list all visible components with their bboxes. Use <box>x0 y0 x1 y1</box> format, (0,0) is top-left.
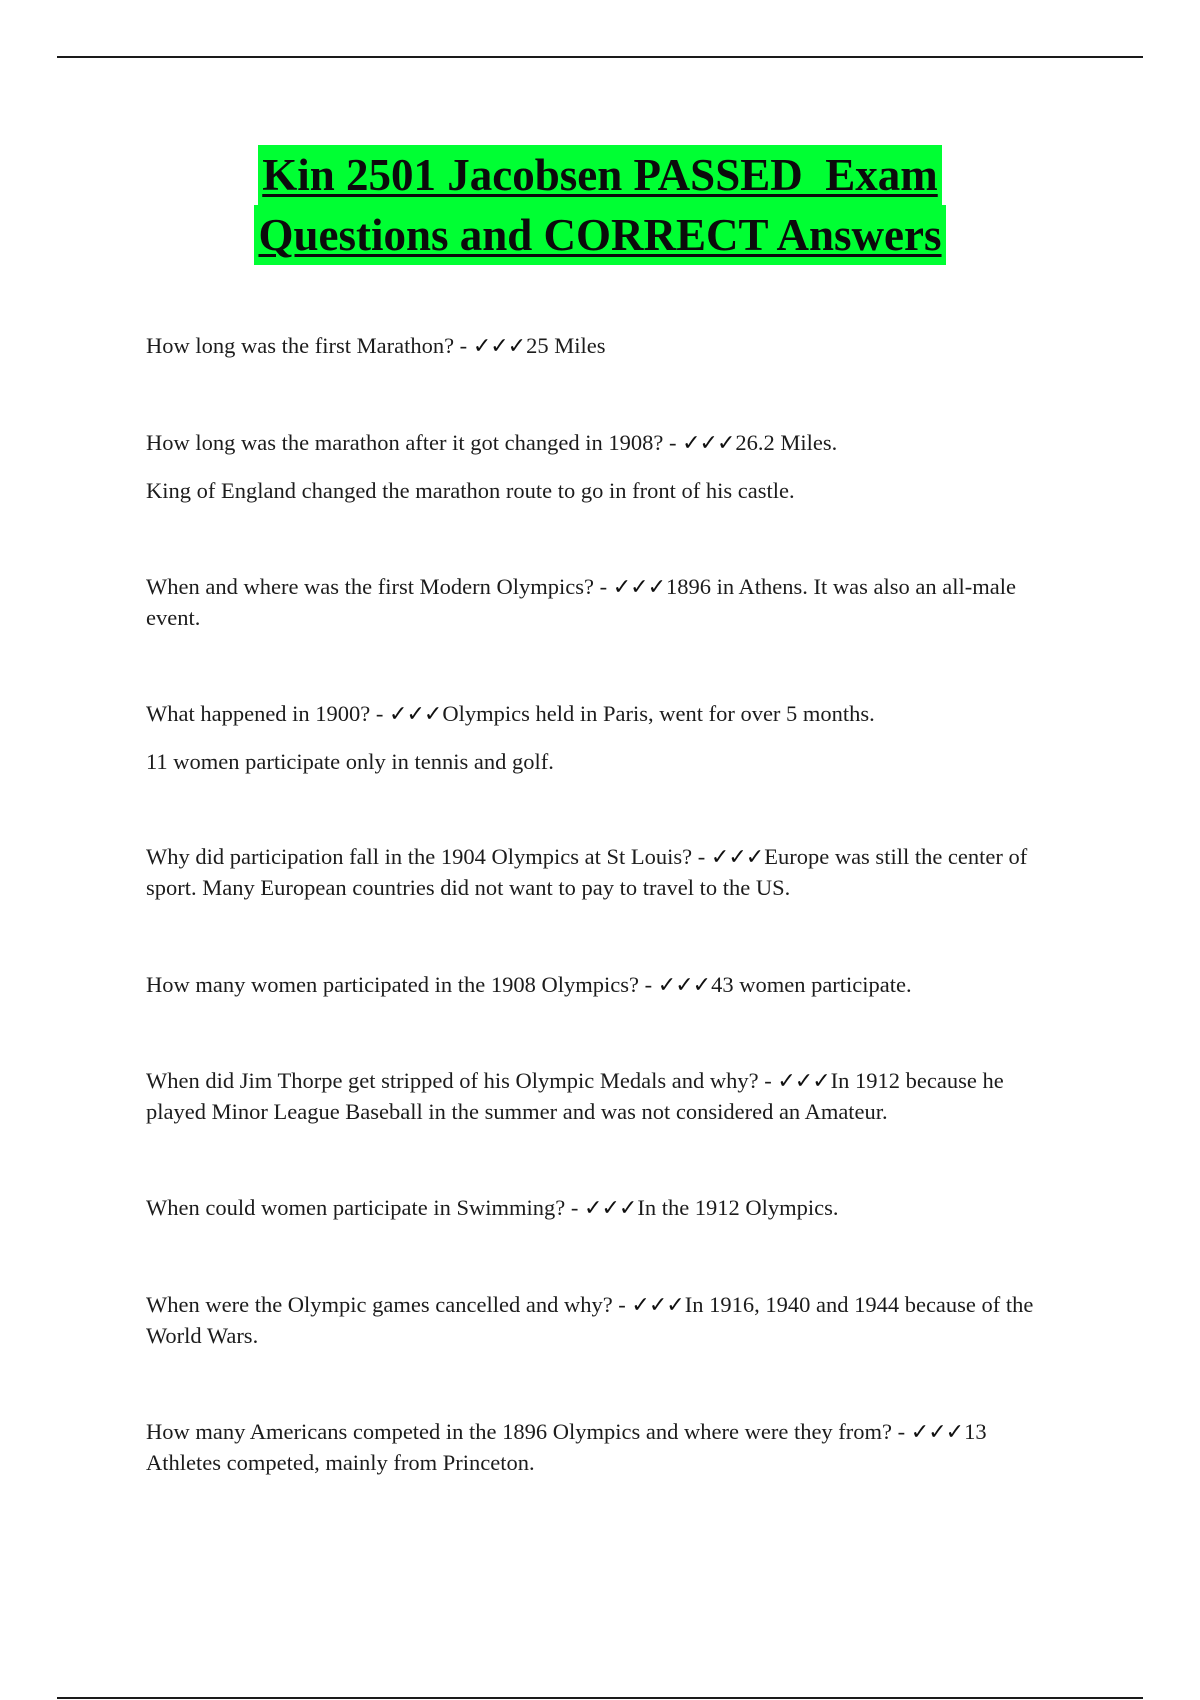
qa-line <box>146 1417 1056 1478</box>
qa-item-9 <box>146 1290 1056 1351</box>
qa-item-10 <box>146 1417 1056 1478</box>
qa-item-4 <box>146 699 1056 777</box>
qa-item-3 <box>146 572 1056 633</box>
answer-text: Europe was still the center of sport. Many European countries did not want to pay to travel to the US. <box>146 844 1028 900</box>
answer-text: 13 Athletes competed, mainly from Princeton. <box>146 1419 987 1475</box>
answer-text: In 1916, 1940 and 1944 because of the World Wars. <box>146 1292 1034 1348</box>
answer-text: 1896 in Athens. It was also an all-male event. <box>146 574 1016 630</box>
qa-item-7 <box>146 1066 1056 1127</box>
qa-item-8 <box>146 1193 1056 1224</box>
title-line-1: Kin 2501 Jacobsen PASSED Exam <box>258 145 942 205</box>
answer-text: 43 women participate. <box>711 972 912 997</box>
question-text: When and where was the first Modern Olympics? - <box>146 574 613 599</box>
question-text: How long was the first Marathon? - <box>146 333 473 358</box>
qa-item-2 <box>146 428 1056 506</box>
answer-text: 26.2 Miles. <box>735 430 838 455</box>
answer-text: In 1912 because he played Minor League Baseball in the summer and was not considered an Amateur. <box>146 1068 1004 1124</box>
document-title <box>0 145 1200 265</box>
question-text: When could women participate in Swimming? - <box>146 1195 585 1220</box>
question-text: When were the Olympic games cancelled and why? - <box>146 1292 632 1317</box>
question-text: Why did participation fall in the 1904 Olympics at St Louis? - <box>146 844 711 869</box>
bottom-rule <box>57 1697 1143 1699</box>
checkmark-icon: ✓✓✓ <box>631 1293 684 1318</box>
checkmark-icon: ✓✓✓ <box>389 702 442 727</box>
checkmark-icon: ✓✓✓ <box>612 575 666 600</box>
answer-note: King of England changed the marathon route to go in front of his castle. <box>146 478 795 503</box>
question-text: What happened in 1900? - <box>146 701 390 726</box>
answer-text: 25 Miles <box>526 333 606 358</box>
checkmark-icon: ✓✓✓ <box>777 1069 830 1094</box>
qa-line <box>146 331 1056 362</box>
qa-item-1 <box>146 331 1056 362</box>
qa-line <box>146 1290 1056 1351</box>
top-rule <box>57 56 1143 58</box>
qa-line <box>146 699 1056 730</box>
answer-text: In the 1912 Olympics. <box>637 1195 839 1220</box>
qa-line <box>146 1066 1056 1127</box>
question-text: How many Americans competed in the 1896 Olympics and where were they from? - <box>146 1419 911 1444</box>
qa-line <box>146 842 1056 903</box>
answer-note: 11 women participate only in tennis and golf. <box>146 749 554 774</box>
checkmark-icon: ✓✓✓ <box>710 845 764 870</box>
answer-text: Olympics held in Paris, went for over 5 months. <box>442 701 875 726</box>
checkmark-icon: ✓✓✓ <box>657 973 711 998</box>
checkmark-icon: ✓✓✓ <box>472 334 526 359</box>
qa-line <box>146 1193 1056 1224</box>
checkmark-icon: ✓✓✓ <box>584 1196 637 1221</box>
qa-line <box>146 428 1056 459</box>
qa-item-5 <box>146 842 1056 903</box>
title-line-2: Questions and CORRECT Answers <box>254 205 945 265</box>
checkmark-icon: ✓✓✓ <box>910 1420 964 1445</box>
checkmark-icon: ✓✓✓ <box>682 431 735 456</box>
qa-line <box>146 572 1056 633</box>
question-text: When did Jim Thorpe get stripped of his Olympic Medals and why? - <box>146 1068 778 1093</box>
question-text: How long was the marathon after it got changed in 1908? - <box>146 430 683 455</box>
qa-item-6 <box>146 970 1056 1001</box>
qa-line <box>146 970 1056 1001</box>
question-text: How many women participated in the 1908 Olympics? - <box>146 972 658 997</box>
